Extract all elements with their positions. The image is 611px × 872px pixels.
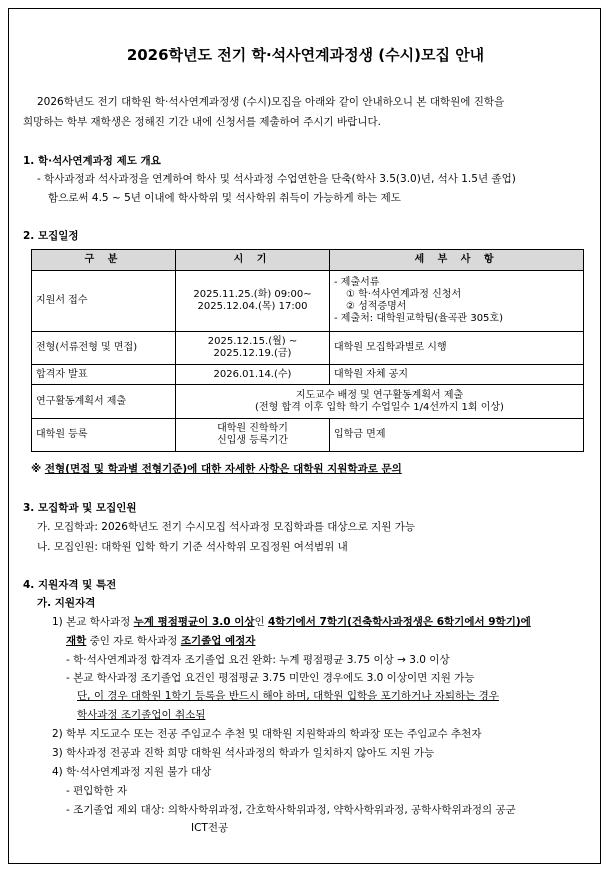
row1-category: 지원서 접수 <box>32 271 176 332</box>
schedule-note <box>31 463 402 476</box>
table-row <box>32 271 584 332</box>
row3-period: 2026.01.14.(수) <box>176 365 330 385</box>
page-title: 2026학년도 전기 학·석사연계과정생 (수시)모집 안내 <box>126 46 485 64</box>
item1-bullet-2-cont-2: 학사과정 조기졸업이 취소됨 <box>77 709 206 721</box>
table-row <box>32 385 584 419</box>
note-text: 전형(면접 및 학과별 전형기준)에 대한 자세한 사항은 대학원 지원학과로 문의 <box>44 463 402 475</box>
item-2: 2) 학부 지도교수 또는 전공 주임교수 추천 및 대학원 지원학과의 학과장 또는 주임교수 추천자 <box>52 728 482 740</box>
table-row <box>32 365 584 385</box>
item4-bullet-2-cont: ICT전공 <box>191 822 229 834</box>
row4-category: 연구활동계획서 제출 <box>32 385 176 419</box>
section4-heading: 4. 지원자격 및 특전 <box>23 579 117 591</box>
intro-line-1: 2026학년도 전기 대학원 학·석사연계과정생 (수시)모집을 아래와 같이 안내하오니 본 대학원에 진학을 <box>37 96 505 108</box>
section3-heading: 3. 모집학과 및 모집인원 <box>23 502 137 514</box>
item1-bullet-1: - 학·석사연계과정 합격자 조기졸업 요건 완화: 누계 평점평균 3.75 이상 → 3.0 이상 <box>66 654 450 666</box>
intro-line-2: 희망하는 학부 재학생은 정해진 기간 내에 신청서를 제출하여 주시기 바랍니다. <box>23 116 381 128</box>
item1-line-1: 1) 본교 학사과정 누계 평점평균이 3.0 이상인 4학기에서 7학기(건축학사과정생은 6학기에서 9학기)에 <box>52 616 531 628</box>
row5-details: 입학금 면제 <box>330 419 584 452</box>
section4-subheading: 가. 지원자격 <box>37 597 96 609</box>
item-4: 4) 학·석사연계과정 지원 불가 대상 <box>52 766 212 778</box>
item4-bullet-2: - 조기졸업 제외 대상: 의학사학위과정, 간호학사학위과정, 약학사학위과정, 공학사학위과정의 공군 <box>66 804 516 816</box>
section3-item-2: 나. 모집인원: 대학원 입학 학기 기준 석사학위 모집정원 여석범위 내 <box>37 541 348 553</box>
row4-merged: 지도교수 배정 및 연구활동계획서 제출 (전형 합격 이후 입학 학기 수업일수 1/4선까지 1회 이상) <box>176 385 584 419</box>
row3-category: 합격자 발표 <box>32 365 176 385</box>
item1-bullet-2-cont-1: 단, 이 경우 대학원 1학기 등록을 반드시 해야 하며, 대학원 입학을 포기하거나 자퇴하는 경우 <box>77 690 499 702</box>
row2-details: 대학원 모집학과별로 시행 <box>330 332 584 365</box>
row2-category: 전형(서류전형 및 면접) <box>32 332 176 365</box>
section1-line-1: - 학사과정과 석사과정을 연계하여 학사 및 석사과정 수업연한을 단축(학사 3.5(3.0)년, 석사 1.5년 졸업) <box>37 173 516 185</box>
row2-period: 2025.12.15.(월) ~ 2025.12.19.(금) <box>176 332 330 365</box>
table-row <box>32 419 584 452</box>
note-mark: ※ <box>31 463 42 475</box>
item4-bullet-1: - 편입학한 자 <box>66 785 128 797</box>
table-row <box>32 332 584 365</box>
section2-heading: 2. 모집일정 <box>23 230 79 242</box>
schedule-table <box>31 249 584 452</box>
item-3: 3) 학사과정 전공과 진학 희망 대학원 석사과정의 학과가 일치하지 않아도 지원 가능 <box>52 747 435 759</box>
row5-category: 대학원 등록 <box>32 419 176 452</box>
row1-details: - 제출서류 ① 학·석사연계과정 신청서 ② 성적증명서 - 제출처: 대학원교학팀(율곡관 305호) <box>330 271 584 332</box>
header-category: 구 분 <box>32 250 176 271</box>
row5-period: 대학원 진학학기 신입생 등록기간 <box>176 419 330 452</box>
section3-item-1: 가. 모집학과: 2026학년도 전기 수시모집 석사과정 모집학과를 대상으로 지원 가능 <box>37 521 416 533</box>
row3-details: 대학원 자체 공지 <box>330 365 584 385</box>
section1-line-2: 함으로써 4.5 ~ 5년 이내에 학사학위 및 석사학위 취득이 가능하게 하는 제도 <box>48 192 401 204</box>
header-period: 시 기 <box>176 250 330 271</box>
row1-period: 2025.11.25.(화) 09:00~ 2025.12.04.(목) 17:00 <box>176 271 330 332</box>
section1-heading: 1. 학·석사연계과정 제도 개요 <box>23 155 161 167</box>
item1-bullet-2: - 본교 학사과정 조기졸업 요건인 평점평균 3.75 미만인 경우에도 3.0 이상이면 지원 가능 <box>66 672 475 684</box>
header-details: 세 부 사 항 <box>330 250 584 271</box>
table-header-row <box>32 250 584 271</box>
item1-line-2: 재학 중인 자로 학사과정 조기졸업 예정자 <box>66 635 256 647</box>
